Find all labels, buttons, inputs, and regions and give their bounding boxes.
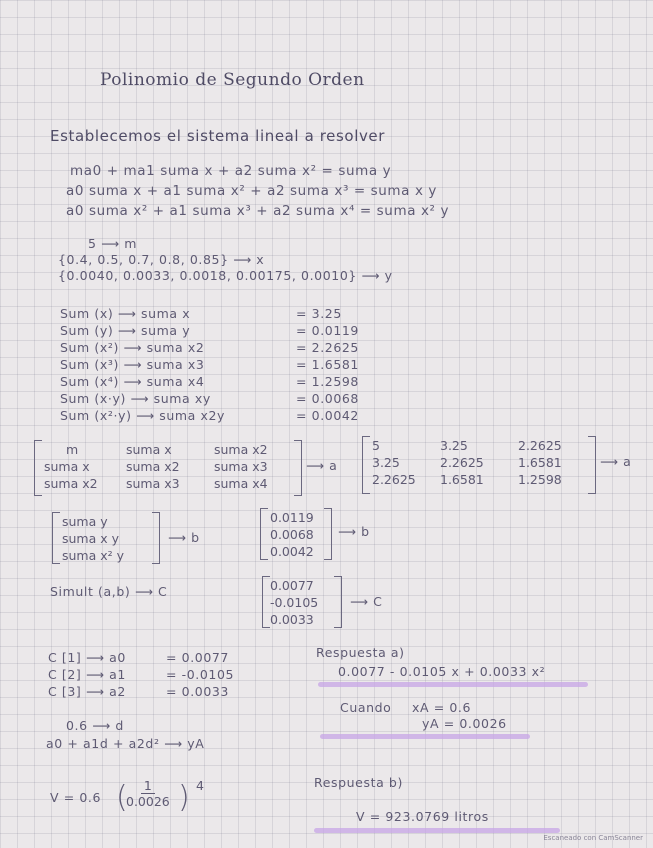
arrow-a: ⟶ a [306, 458, 338, 473]
matrix-cell: m [66, 442, 79, 457]
sum-value: = 1.2598 [296, 374, 359, 389]
sum-value: = 0.0042 [296, 408, 359, 423]
sum-expr: Sum (x⁴) ⟶ suma x4 [60, 374, 205, 389]
answer-a-polynomial: 0.0077 - 0.0105 x + 0.0033 x² [338, 664, 546, 679]
matrix-cell: 5 [372, 438, 380, 453]
matrix-cell: 1.6581 [440, 472, 484, 487]
assign-m: 5 ⟶ m [88, 236, 137, 251]
ya-value: yA = 0.0026 [422, 716, 507, 731]
d-assign: 0.6 ⟶ d [66, 718, 124, 733]
sum-value: = 1.6581 [296, 357, 359, 372]
sum-value: = 2.2625 [296, 340, 359, 355]
system-eq-3: a0 suma x² + a1 suma x³ + a2 suma x⁴ = suma x² y [66, 203, 450, 219]
sum-expr: Sum (x) ⟶ suma x [60, 306, 191, 321]
sum-value: = 3.25 [296, 306, 342, 321]
vector-bracket-left [52, 512, 60, 564]
matrix-cell: 3.25 [440, 438, 468, 453]
coef-value: = 0.0077 [166, 650, 229, 665]
simult-expr: Simult (a,b) ⟶ C [50, 584, 168, 599]
sum-expr: Sum (x²) ⟶ suma x2 [60, 340, 205, 355]
assign-y: {0.0040, 0.0033, 0.0018, 0.00175, 0.0010} ⟶ y [58, 268, 393, 283]
paren-left: ( [116, 780, 129, 815]
arrow-b: ⟶ b [168, 530, 200, 545]
highlight-stroke [318, 682, 588, 687]
arrow-a: ⟶ a [600, 454, 632, 469]
matrix-cell: 3.25 [372, 455, 400, 470]
volume-exponent: 4 [196, 778, 205, 793]
matrix-a-symbolic [44, 442, 294, 491]
matrix-bracket-left [362, 436, 370, 494]
vector-b-symbolic [62, 514, 152, 563]
matrix-bracket-right [294, 440, 302, 496]
vector-bracket-right [334, 576, 342, 628]
highlight-stroke [320, 734, 530, 739]
matrix-cell: suma x [44, 459, 90, 474]
vector-cell: suma y [62, 514, 108, 529]
vector-c-numeric [270, 578, 336, 627]
system-eq-1: ma0 + ma1 suma x + a2 suma x² = suma y [70, 163, 392, 179]
matrix-cell: suma x2 [214, 442, 268, 457]
sum-expr: Sum (y) ⟶ suma y [60, 323, 191, 338]
scanner-watermark: Escaneado con CamScanner [543, 834, 643, 842]
matrix-bracket-left [34, 440, 42, 496]
coef-expr: C [1] ⟶ a0 [48, 650, 126, 665]
coef-expr: C [2] ⟶ a1 [48, 667, 126, 682]
vector-cell: 0.0119 [270, 510, 314, 525]
fraction-numerator: 1 [141, 778, 155, 794]
vector-cell: 0.0077 [270, 578, 314, 593]
assign-x: {0.4, 0.5, 0.7, 0.8, 0.85} ⟶ x [58, 252, 265, 267]
poly-assign: a0 + a1d + a2d² ⟶ yA [46, 736, 205, 751]
highlight-stroke [314, 828, 560, 833]
matrix-bracket-right [588, 436, 596, 494]
matrix-cell: suma x [126, 442, 172, 457]
vector-cell: suma x y [62, 531, 120, 546]
sum-expr: Sum (x·y) ⟶ suma xy [60, 391, 211, 406]
sum-expr: Sum (x³) ⟶ suma x3 [60, 357, 205, 372]
volume-fraction [126, 778, 170, 809]
vector-bracket-right [152, 512, 160, 564]
vector-cell: 0.0033 [270, 612, 314, 627]
intro-text: Establecemos el sistema lineal a resolver [50, 127, 386, 145]
volume-formula-prefix: V = 0.6 [50, 790, 102, 805]
vector-bracket-left [260, 508, 268, 560]
answer-b-value: V = 923.0769 litros [356, 809, 489, 824]
matrix-cell: suma x2 [126, 459, 180, 474]
fraction-denominator: 0.0026 [126, 794, 170, 809]
sum-expr: Sum (x²·y) ⟶ suma x2y [60, 408, 225, 423]
vector-b-numeric [270, 510, 330, 559]
answer-b-label: Respuesta b) [314, 775, 403, 790]
cuando-label: Cuando [340, 700, 392, 715]
arrow-c: ⟶ C [350, 594, 383, 609]
paren-right: ) [178, 780, 191, 815]
matrix-cell: 2.2625 [518, 438, 562, 453]
coef-value: = 0.0033 [166, 684, 229, 699]
matrix-cell: suma x4 [214, 476, 268, 491]
vector-cell: 0.0042 [270, 544, 314, 559]
matrix-cell: suma x3 [126, 476, 180, 491]
vector-cell: -0.0105 [270, 595, 319, 610]
coef-value: = -0.0105 [166, 667, 235, 682]
arrow-b: ⟶ b [338, 524, 370, 539]
matrix-a-numeric [372, 438, 586, 487]
sum-value: = 0.0119 [296, 323, 359, 338]
matrix-cell: 1.2598 [518, 472, 562, 487]
system-eq-2: a0 suma x + a1 suma x² + a2 suma x³ = suma x y [66, 183, 438, 199]
coef-expr: C [3] ⟶ a2 [48, 684, 126, 699]
page-title: Polinomio de Segundo Orden [100, 70, 365, 90]
vector-bracket-right [324, 508, 332, 560]
matrix-cell: suma x3 [214, 459, 268, 474]
answer-a-label: Respuesta a) [316, 645, 405, 660]
sum-value: = 0.0068 [296, 391, 359, 406]
matrix-cell: 2.2625 [372, 472, 416, 487]
matrix-cell: 2.2625 [440, 455, 484, 470]
vector-bracket-left [262, 576, 270, 628]
vector-cell: 0.0068 [270, 527, 314, 542]
matrix-cell: 1.6581 [518, 455, 562, 470]
matrix-cell: suma x2 [44, 476, 98, 491]
xa-value: xA = 0.6 [412, 700, 472, 715]
vector-cell: suma x² y [62, 548, 125, 563]
